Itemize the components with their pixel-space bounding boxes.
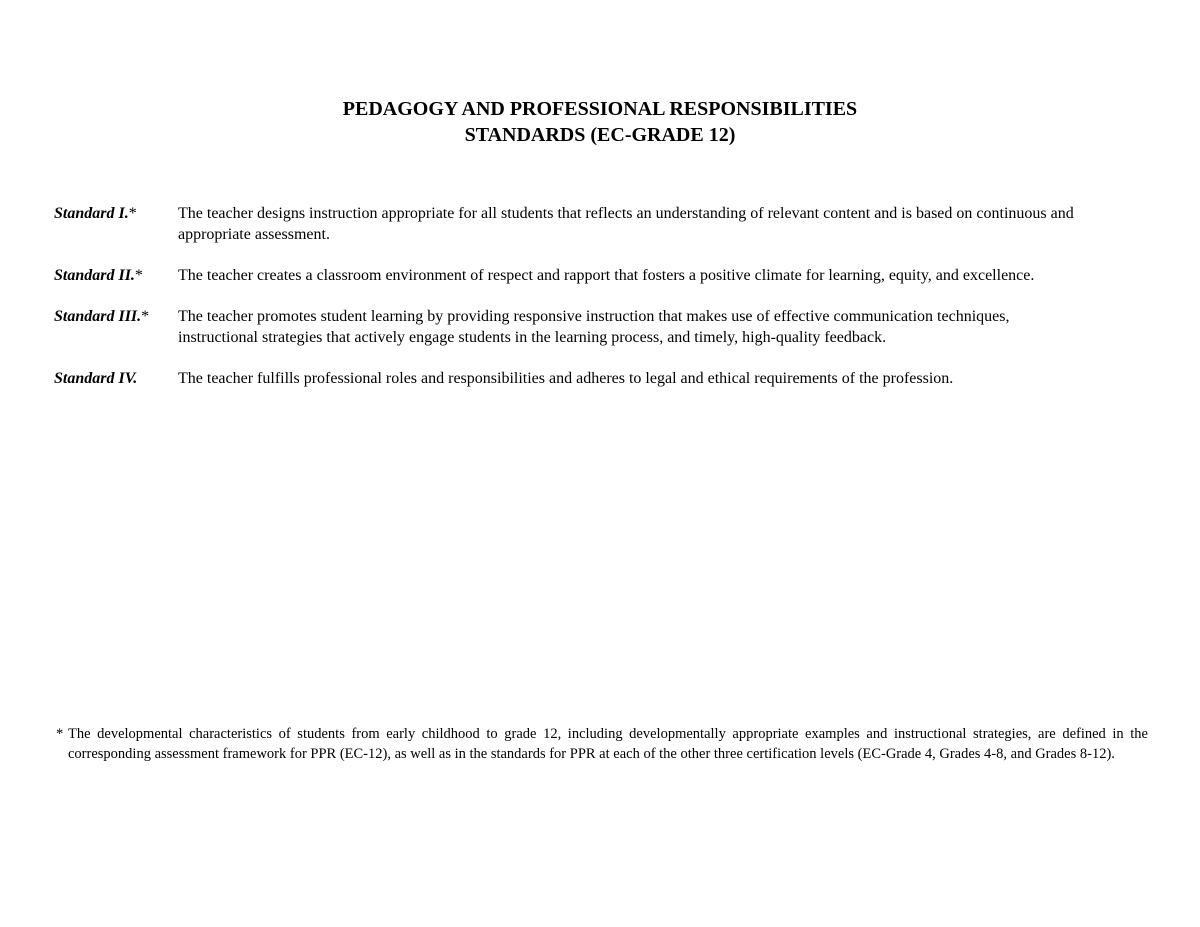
standard-1-label-cell — [54, 203, 178, 224]
standard-2-label-cell — [54, 265, 178, 286]
standard-2-asterisk: * — [134, 267, 143, 284]
footnote — [56, 724, 1148, 764]
standard-3-label: Standard III. — [54, 308, 142, 325]
standard-1 — [54, 203, 1164, 245]
title-line-1: PEDAGOGY AND PROFESSIONAL RESPONSIBILITIES — [342, 98, 858, 120]
standard-3 — [54, 306, 1164, 348]
standard-3-text: The teacher promotes student learning by providing responsive instruction that makes use of effective communication techniques, instructional strategies that actively engage students in the learning process, and timely, high-quality feedback. — [178, 308, 1010, 346]
document-title — [0, 96, 1200, 148]
standard-4-label: Standard IV. — [54, 370, 138, 387]
standard-2-label: Standard II. — [54, 267, 135, 284]
standards-list — [54, 203, 1164, 409]
standard-3-label-cell — [54, 306, 178, 327]
standard-3-asterisk: * — [141, 308, 150, 325]
standard-1-text: The teacher designs instruction appropriate for all students that reflects an understanding of relevant content and is based on continuous and appropriate assessment. — [178, 205, 1074, 243]
standard-1-label: Standard I. — [54, 205, 129, 222]
standard-2-text: The teacher creates a classroom environment of respect and rapport that fosters a positive climate for learning, equity, and excellence. — [178, 267, 1035, 284]
standard-4-text: The teacher fulfills professional roles and responsibilities and adheres to legal and ethical requirements of the profession. — [178, 370, 954, 387]
standard-4-label-cell — [54, 368, 178, 389]
title-line-2: STANDARDS (EC-GRADE 12) — [464, 124, 736, 146]
standard-4 — [54, 368, 1164, 389]
footnote-mark: * — [56, 726, 64, 742]
footnote-text: The developmental characteristics of students from early childhood to grade 12, including developmentally appropriate examples and instructional strategies, are defined in the corresponding assessment framework for PPR (EC-12), as well as in the standards for PPR at each of the other three certification levels (EC-Grade 4, Grades 4-8, and Grades 8-12). — [68, 726, 1148, 762]
standard-2 — [54, 265, 1164, 286]
standard-1-asterisk: * — [128, 205, 137, 222]
